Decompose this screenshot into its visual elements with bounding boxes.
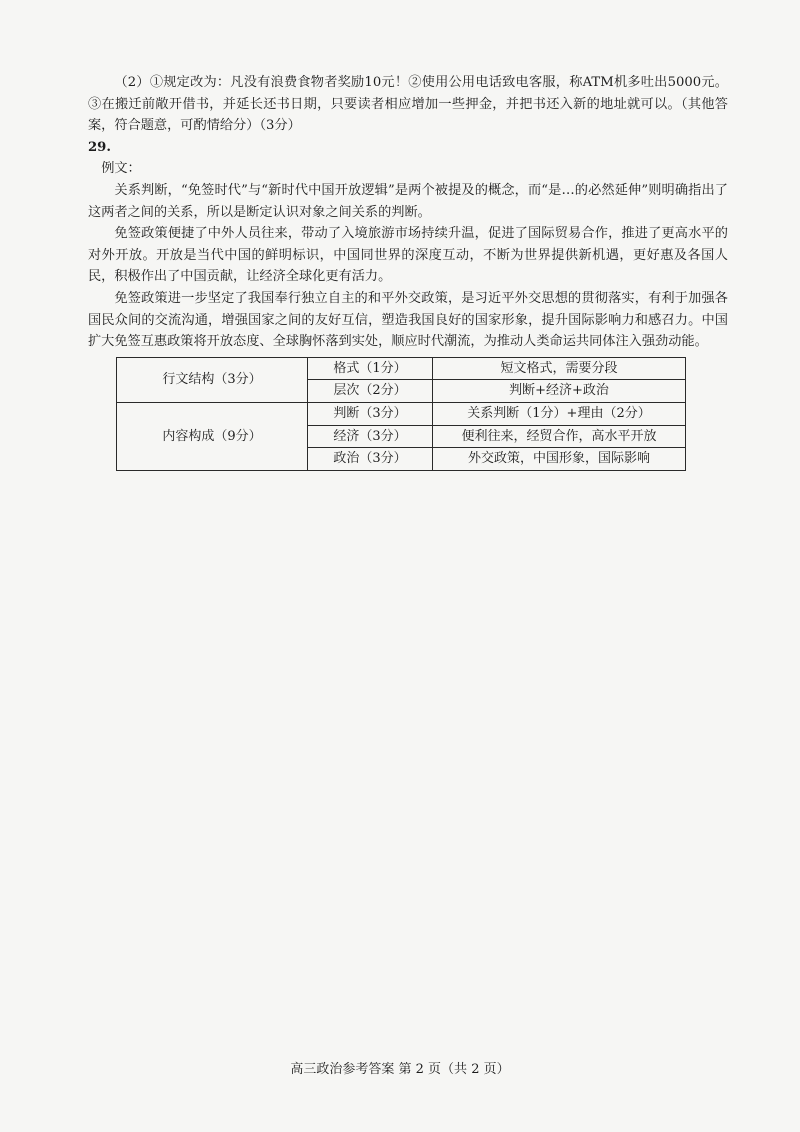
- page-footer: 高三政治参考答案 第 2 页（共 2 页）: [290, 1062, 510, 1077]
- rubric-item: 判断（3分）: [308, 402, 433, 425]
- example-paragraph-economy: 免签政策便捷了中外人员往来，带动了入境旅游市场持续升温，促进了国际贸易合作，推进了更高水平的对外开放。开放是当代中国的鲜明标识，中国同世界的深度互动，不断为世界提供新机遇，更好惠及各国人民，积极作出了中国贡献，让经济全球化更有活力。: [88, 226, 728, 285]
- example-paragraph-politics: 免签政策进一步坚定了我国奉行独立自主的和平外交政策，是习近平外交思想的贯彻落实，有利于加强各国民众间的交流沟通，增强国家之间的友好互信，塑造我国良好的国家形象，提升国际影响力和感召力。中国扩大免签互惠政策将开放态度、全球胸怀落到实处，顺应时代潮流，为推动人类命运共同体注入强劲动能。: [88, 290, 728, 350]
- rubric-requirement: 外交政策，中国形象，国际影响: [433, 448, 686, 471]
- scoring-rubric-table: [116, 357, 686, 471]
- rubric-section-content: 内容构成（9分）: [117, 402, 308, 470]
- table-row: [117, 402, 686, 425]
- question-29-number: 29.: [88, 139, 111, 155]
- table-row: [117, 357, 686, 380]
- rubric-requirement: 便利往来，经贸合作，高水平开放: [433, 425, 686, 448]
- example-label: 例文：: [101, 161, 141, 177]
- answer-content: [88, 72, 728, 471]
- rubric-item: 层次（2分）: [308, 380, 433, 403]
- rubric-requirement: 短文格式，需要分段: [433, 357, 686, 380]
- rubric-requirement: 判断+经济+政治: [433, 380, 686, 403]
- rubric-item: 政治（3分）: [308, 448, 433, 471]
- answer-2-paragraph: （2）①规定改为：凡没有浪费食物者奖励10元！②使用公用电话致电客服，称ATM机多吐出5000元。③在搬迁前敞开借书，并延长还书日期，只要读者相应增加一些押金，并把书还入新的地址就可以。（其他答案，符合题意，可酌情给分）（3分）: [88, 75, 728, 134]
- rubric-item: 格式（1分）: [308, 357, 433, 380]
- rubric-section-structure: 行文结构（3分）: [117, 357, 308, 402]
- rubric-item: 经济（3分）: [308, 425, 433, 448]
- rubric-requirement: 关系判断（1分）+理由（2分）: [433, 402, 686, 425]
- example-paragraph-judgment: 关系判断，“免签时代”与“新时代中国开放逻辑”是两个被提及的概念，而“是…的必然延伸”则明确指出了这两者之间的关系，所以是断定认识对象之间关系的判断。: [88, 182, 728, 220]
